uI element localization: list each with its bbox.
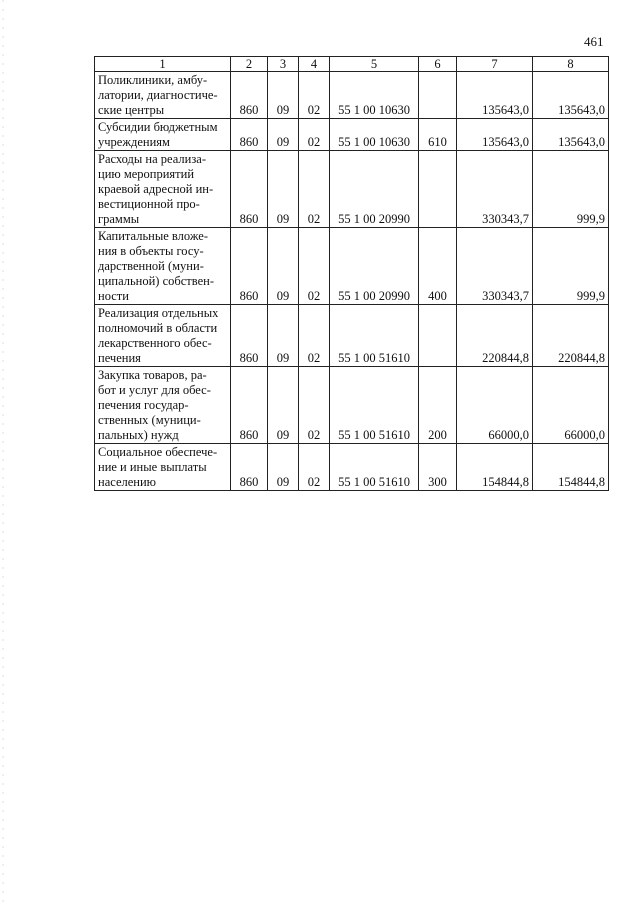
target-item-code-cell: 55 1 00 20990 xyxy=(330,228,419,305)
subsection-code-cell: 02 xyxy=(299,305,330,367)
expense-name-line: полномочий в области xyxy=(98,321,218,335)
subsection-code-cell: 02 xyxy=(299,444,330,491)
expense-name-line: пальных) нужд xyxy=(98,428,179,442)
table-row xyxy=(95,72,609,119)
department-code-cell: 860 xyxy=(231,72,268,119)
expense-name-line: печения государ- xyxy=(98,398,189,412)
department-code-cell: 860 xyxy=(231,151,268,228)
expense-name-line: бот и услуг для обес- xyxy=(98,383,211,397)
target-item-code-cell: 55 1 00 51610 xyxy=(330,305,419,367)
header-col-2: 2 xyxy=(231,57,268,72)
expense-type-code-cell xyxy=(419,151,457,228)
section-code-cell: 09 xyxy=(268,72,299,119)
expense-type-code-cell: 400 xyxy=(419,228,457,305)
expense-name-line: ния в объекты госу- xyxy=(98,244,204,258)
expense-name-cell xyxy=(95,305,231,367)
target-item-code-cell: 55 1 00 51610 xyxy=(330,444,419,491)
amount-approved-cell: 135643,0 xyxy=(533,119,609,151)
header-col-7: 7 xyxy=(457,57,533,72)
expense-type-code-cell xyxy=(419,305,457,367)
expense-name-line: Расходы на реализа- xyxy=(98,152,206,166)
table-row xyxy=(95,151,609,228)
table-row xyxy=(95,305,609,367)
header-row xyxy=(95,57,609,72)
expense-name-line: Социальное обеспече- xyxy=(98,445,218,459)
amount-planned-cell: 330343,7 xyxy=(457,151,533,228)
expense-type-code-cell: 610 xyxy=(419,119,457,151)
department-code-cell: 860 xyxy=(231,444,268,491)
section-code-cell: 09 xyxy=(268,228,299,305)
expense-type-code-cell: 300 xyxy=(419,444,457,491)
target-item-code-cell: 55 1 00 20990 xyxy=(330,151,419,228)
header-col-1: 1 xyxy=(95,57,231,72)
expense-name-line: Закупка товаров, ра- xyxy=(98,368,207,382)
amount-planned-cell: 135643,0 xyxy=(457,72,533,119)
expense-name-cell xyxy=(95,367,231,444)
section-code-cell: 09 xyxy=(268,305,299,367)
target-item-code-cell: 55 1 00 10630 xyxy=(330,72,419,119)
expense-name-line: латории, диагностиче- xyxy=(98,88,218,102)
expense-name-line: ственных (муници- xyxy=(98,413,201,427)
amount-approved-cell: 999,9 xyxy=(533,228,609,305)
expense-name-line: ские центры xyxy=(98,103,165,117)
expense-name-line: населению xyxy=(98,475,156,489)
page-number: 461 xyxy=(584,34,604,49)
amount-planned-cell: 154844,8 xyxy=(457,444,533,491)
expense-type-code-cell: 200 xyxy=(419,367,457,444)
target-item-code-cell: 55 1 00 10630 xyxy=(330,119,419,151)
department-code-cell: 860 xyxy=(231,119,268,151)
expense-name-line: ние и иные выплаты xyxy=(98,460,207,474)
expense-name-line: Реализация отдельных xyxy=(98,306,219,320)
expense-name-line: краевой адресной ин- xyxy=(98,182,214,196)
expense-name-line: ности xyxy=(98,289,129,303)
table-row xyxy=(95,367,609,444)
target-item-code-cell: 55 1 00 51610 xyxy=(330,367,419,444)
table-row xyxy=(95,444,609,491)
subsection-code-cell: 02 xyxy=(299,119,330,151)
expense-name-cell xyxy=(95,151,231,228)
scan-edge-marks xyxy=(2,0,4,905)
expense-name-line: Поликлиники, амбу- xyxy=(98,73,208,87)
section-code-cell: 09 xyxy=(268,151,299,228)
header-col-3: 3 xyxy=(268,57,299,72)
department-code-cell: 860 xyxy=(231,367,268,444)
expense-name-line: Субсидии бюджетным xyxy=(98,120,218,134)
expense-name-cell xyxy=(95,444,231,491)
table-body xyxy=(95,72,609,491)
amount-planned-cell: 330343,7 xyxy=(457,228,533,305)
section-code-cell: 09 xyxy=(268,367,299,444)
subsection-code-cell: 02 xyxy=(299,72,330,119)
amount-approved-cell: 66000,0 xyxy=(533,367,609,444)
expense-name-line: печения xyxy=(98,351,141,365)
expense-name-line: цию мероприятий xyxy=(98,167,195,181)
department-code-cell: 860 xyxy=(231,305,268,367)
amount-planned-cell: 66000,0 xyxy=(457,367,533,444)
subsection-code-cell: 02 xyxy=(299,228,330,305)
subsection-code-cell: 02 xyxy=(299,151,330,228)
department-code-cell: 860 xyxy=(231,228,268,305)
expense-name-line: вестиционной про- xyxy=(98,197,200,211)
expense-name-line: граммы xyxy=(98,212,140,226)
amount-approved-cell: 154844,8 xyxy=(533,444,609,491)
expense-name-line: дарственной (муни- xyxy=(98,259,204,273)
header-col-6: 6 xyxy=(419,57,457,72)
expense-type-code-cell xyxy=(419,72,457,119)
expense-name-line: ципальной) собствен- xyxy=(98,274,214,288)
budget-table xyxy=(94,56,609,491)
amount-planned-cell: 220844,8 xyxy=(457,305,533,367)
expense-name-cell xyxy=(95,119,231,151)
header-col-4: 4 xyxy=(299,57,330,72)
expense-name-line: Капитальные вложе- xyxy=(98,229,209,243)
amount-approved-cell: 135643,0 xyxy=(533,72,609,119)
section-code-cell: 09 xyxy=(268,444,299,491)
expense-name-line: учреждениям xyxy=(98,135,170,149)
header-col-8: 8 xyxy=(533,57,609,72)
table-row xyxy=(95,228,609,305)
table-row xyxy=(95,119,609,151)
header-col-5: 5 xyxy=(330,57,419,72)
expense-name-cell xyxy=(95,72,231,119)
expense-name-cell xyxy=(95,228,231,305)
section-code-cell: 09 xyxy=(268,119,299,151)
amount-planned-cell: 135643,0 xyxy=(457,119,533,151)
amount-approved-cell: 220844,8 xyxy=(533,305,609,367)
amount-approved-cell: 999,9 xyxy=(533,151,609,228)
expense-name-line: лекарственного обес- xyxy=(98,336,212,350)
subsection-code-cell: 02 xyxy=(299,367,330,444)
